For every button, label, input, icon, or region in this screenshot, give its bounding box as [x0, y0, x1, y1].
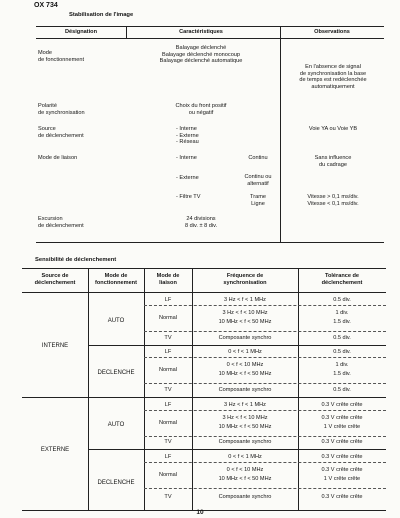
freq-cell: 0 < f < 10 MHz: [226, 467, 264, 473]
value-liaison-interne: - Interne: [176, 155, 197, 161]
col-source: Source de déclenchement: [34, 273, 76, 286]
tol-cell: 0.3 V crête crête: [321, 415, 363, 421]
tol-cell: 1.5 div.: [333, 319, 351, 325]
source-externe: EXTERNE: [40, 447, 70, 453]
freq-cell: 10 MHz < f < 50 MHz: [218, 371, 272, 377]
freq-cell: 0 < f < 1 MHz: [228, 454, 262, 460]
liaison-normal: Normal: [158, 472, 178, 478]
value-source: - Interne - Externe - Réseau: [176, 126, 199, 146]
freq-cell: 0 < f < 10 MHz: [226, 362, 264, 368]
obs-mode-fonctionnement: En l'absence de signal de synchronisation la base de temps est redéclenchée automatiquement: [299, 64, 367, 90]
tol-cell: 1 div.: [335, 362, 349, 368]
value-liaison-filtre-tv: - Filtre TV: [176, 194, 201, 200]
liaison-normal: Normal: [158, 420, 178, 426]
freq-cell: 10 MHz < f < 50 MHz: [218, 476, 272, 482]
tol-cell: 0.3 V crête crête: [321, 454, 363, 460]
col-frequence: Fréquence de synchronisation: [223, 273, 267, 286]
tol-cell: 1 V crête crête: [323, 476, 361, 482]
freq-cell: 3 Hz < f < 1 MHz: [224, 297, 266, 303]
tol-cell: 1 V crête crête: [323, 424, 361, 430]
label-excursion: Excursion de déclenchement: [38, 216, 84, 229]
liaison-normal: Normal: [158, 315, 178, 321]
liaison-lf: LF: [164, 297, 172, 303]
obs-liaison-filtre-tv: Vitesse > 0,1 ms/div. Vitesse < 0,1 ms/div.: [307, 194, 359, 207]
tol-cell: 0.5 div.: [333, 349, 351, 355]
liaison-tv: TV: [164, 439, 172, 445]
tol-cell: 0.3 V crête crête: [321, 439, 363, 445]
source-interne: INTERNE: [41, 343, 69, 349]
value-polarite: Choix du front positif ou négatif: [175, 103, 227, 116]
liaison-normal: Normal: [158, 367, 178, 373]
col-tolerance: Tolérance de déclenchement: [321, 273, 363, 286]
liaison-tv: TV: [164, 335, 172, 341]
mode-auto-externe: AUTO: [107, 422, 125, 428]
liaison-tv: TV: [164, 494, 172, 500]
mid-liaison-filtre-tv: Trame Ligne: [250, 194, 266, 207]
mode-declenche-externe: DECLENCHE: [97, 480, 135, 486]
mid-liaison-externe: Continu ou alternatif: [244, 174, 272, 187]
section-title-stabilisation: Stabilisation de l'image: [69, 12, 134, 18]
tol-cell: 1.5 div.: [333, 371, 351, 377]
col-mode-liaison: Mode de liaison: [156, 273, 180, 286]
value-mode-fonctionnement: Balayage déclenché Balayage déclenché monocoup Balayage déclenché automatique: [159, 45, 243, 65]
obs-source: Voie YA ou Voie YB: [308, 126, 358, 132]
freq-cell: Composante synchro: [218, 439, 272, 445]
freq-cell: 3 Hz < f < 10 MHz: [222, 415, 268, 421]
label-mode-fonctionnement: Mode de fonctionnement: [38, 50, 85, 63]
mid-liaison-interne: Continu: [248, 155, 268, 161]
tol-cell: 0.3 V crête crête: [321, 467, 363, 473]
freq-cell: 0 < f < 1 MHz: [228, 349, 262, 355]
label-source: Source de déclenchement: [38, 126, 84, 139]
mode-declenche-interne: DECLENCHE: [97, 370, 135, 376]
tol-cell: 0.5 div.: [333, 387, 351, 393]
col-mode-fonctionnement: Mode de fonctionnement: [95, 273, 137, 286]
tol-cell: 0.5 div.: [333, 297, 351, 303]
document-code: OX 734: [34, 2, 58, 9]
value-excursion: 24 divisions 8 div. ± 8 div.: [184, 216, 218, 229]
obs-liaison-interne: Sans influence du cadrage: [314, 155, 352, 168]
tol-cell: 0.5 div.: [333, 335, 351, 341]
liaison-tv: TV: [164, 387, 172, 393]
section-title-sensibilite: Sensibilité de déclenchement: [35, 257, 117, 263]
tol-cell: 0.3 V crête crête: [321, 494, 363, 500]
value-liaison-externe: - Externe: [176, 175, 199, 181]
liaison-lf: LF: [164, 402, 172, 408]
col-observations: Observations: [314, 29, 350, 35]
label-mode-liaison: Mode de liaison: [38, 155, 78, 161]
freq-cell: Composante synchro: [218, 335, 272, 341]
tol-cell: 1 div.: [335, 310, 349, 316]
freq-cell: 10 MHz < f < 50 MHz: [218, 319, 272, 325]
col-designation: Désignation: [64, 29, 97, 35]
freq-cell: 10 MHz < f < 50 MHz: [218, 424, 272, 430]
liaison-lf: LF: [164, 454, 172, 460]
tol-cell: 0.3 V crête crête: [321, 402, 363, 408]
label-polarite: Polarité de synchronisation: [38, 103, 85, 116]
mode-auto-interne: AUTO: [107, 318, 125, 324]
freq-cell: Composante synchro: [218, 387, 272, 393]
liaison-lf: LF: [164, 349, 172, 355]
col-caracteristiques: Caractéristiques: [179, 29, 223, 35]
freq-cell: 3 Hz < f < 10 MHz: [222, 310, 268, 316]
page-number: 10: [196, 509, 204, 516]
freq-cell: Composante synchro: [218, 494, 272, 500]
freq-cell: 3 Hz < f < 1 MHz: [224, 402, 266, 408]
